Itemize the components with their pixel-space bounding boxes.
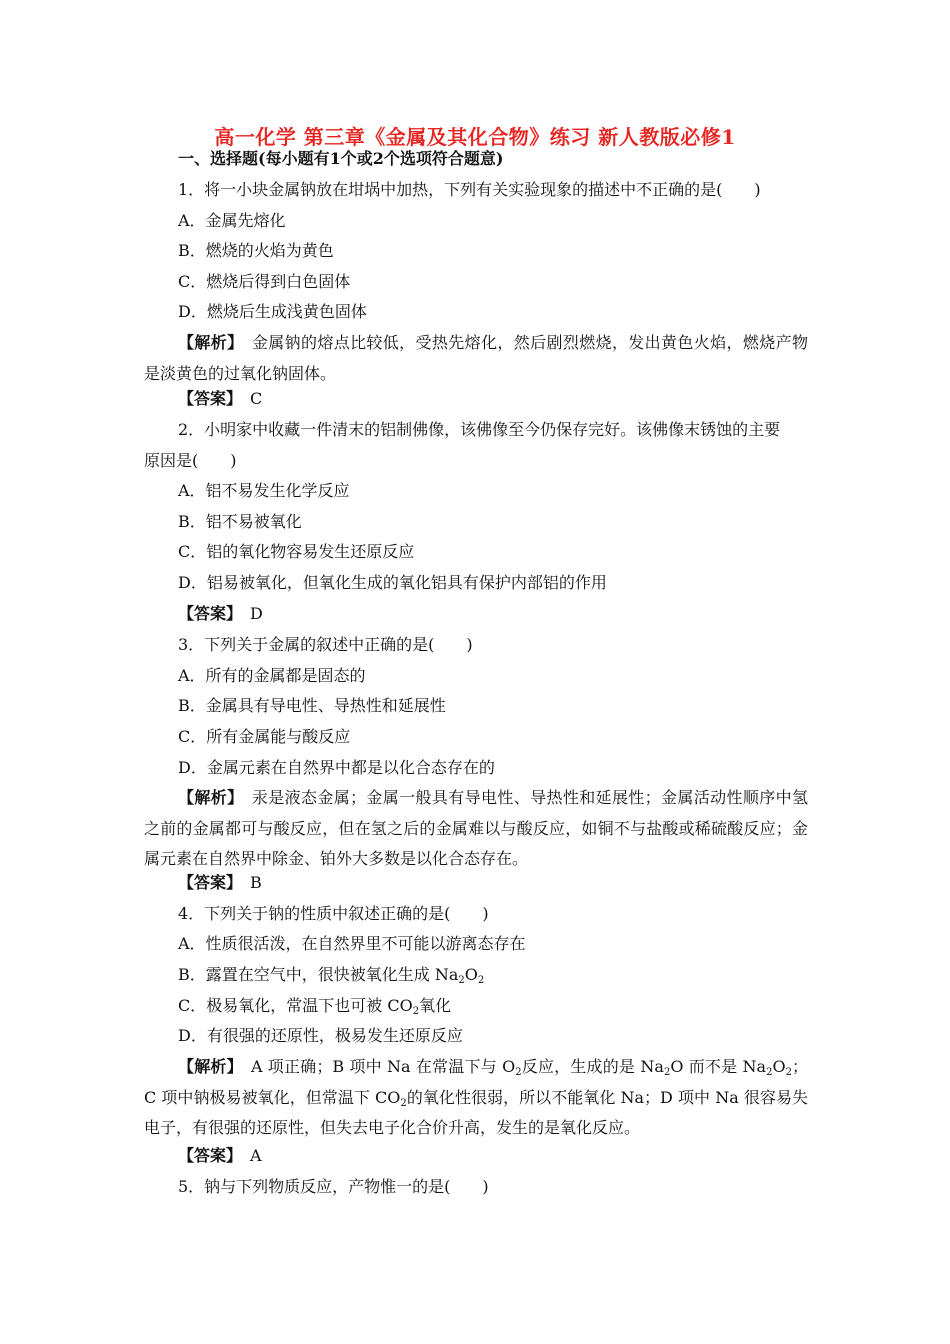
q1-option-b: B．燃烧的火焰为黄色 [178,241,334,260]
q2-option-a: A．铝不易发生化学反应 [178,481,350,500]
q1-option-a: A．金属先熔化 [178,211,286,230]
analysis-label: 【解析】 [178,1057,235,1076]
q2-stem-line1: 2．小明家中收藏一件清末的铝制佛像，该佛像至今仍保存完好。该佛像末锈蚀的主要 [178,420,781,439]
q2-stem-line2: 原因是( ) [144,451,237,470]
section-heading: 一、选择题(每小题有1个或2个选项符合题意) [178,149,504,168]
q1-analysis [144,328,808,389]
q3-answer [178,872,262,894]
answer-label: 【答案】 [178,873,235,892]
answer-label: 【答案】 [178,1146,235,1165]
q4-answer [178,1145,262,1167]
analysis-label: 【解析】 [178,333,236,352]
q2-answer [178,603,263,625]
analysis-label: 【解析】 [178,788,236,807]
q1-option-d: D．燃烧后生成浅黄色固体 [178,302,367,321]
answer-label: 【答案】 [178,604,235,623]
q4-answer-value: A [250,1146,262,1165]
q4-option-c: C．极易氧化，常温下也可被 $CO_2$氧化 [178,996,452,1017]
q2-option-c: C．铝的氧化物容易发生还原反应 [178,542,415,561]
q4-stem: 4．下列关于钠的性质中叙述正确的是( ) [178,904,489,923]
q3-option-d: D．金属元素在自然界中都是以化合态存在的 [178,758,495,777]
q1-stem: 1．将一小块金属钠放在坩埚中加热，下列有关实验现象的描述中不正确的是( ) [178,180,761,199]
q2-answer-value: D [250,604,263,623]
q1-answer-value: C [250,389,263,408]
q3-answer-value: B [250,873,262,892]
q5-stem: 5．钠与下列物质反应，产物惟一的是( ) [178,1177,489,1196]
q1-analysis-text: 金属钠的熔点比较低，受热先熔化，然后剧烈燃烧，发出黄色火焰，燃烧产物是淡黄色的过氧化钠固体。 [144,333,808,383]
q2-option-b: B．铝不易被氧化 [178,512,302,531]
document-title: 高一化学 第三章《金属及其化合物》练习 新人教版必修1 [214,125,736,149]
q4-option-a: A．性质很活泼，在自然界里不可能以游离态存在 [178,934,526,953]
q2-option-d: D．铝易被氧化，但氧化生成的氧化铝具有保护内部铝的作用 [178,573,607,592]
q4-option-d: D．有很强的还原性，极易发生还原反应 [178,1026,463,1045]
q3-option-c: C．所有金属能与酸反应 [178,727,351,746]
q4-option-b: B．露置在空气中，很快被氧化生成 $Na_2O_2$ [178,965,485,986]
q1-option-c: C．燃烧后得到白色固体 [178,272,351,291]
q3-option-a: A．所有的金属都是固态的 [178,666,366,685]
q3-analysis-text: 汞是液态金属；金属一般具有导电性、导热性和延展性；金属活动性顺序中氢之前的金属都可与酸反应，但在氢之后的金属难以与酸反应，如铜不与盐酸或稀硫酸反应；金属元素在自然界中除金、铂外大多数是以化合态存在。 [144,788,808,868]
answer-label: 【答案】 [178,389,235,408]
q4-analysis: 【解析】 A 项正确；B 项中 Na 在常温下与 $O_2$反应，生成的是 $Na_2O$ 而不是 $Na_2O_2$；C 项中钠极易被氧化，但常温下 $CO_2$的氧化性很弱，所以不能氧化 Na；D 项中 Na 很容易失电子，有很强的还原性，但失去电子化合价升高，发生的是氧化反应。 [144,1057,808,1137]
q3-stem: 3．下列关于金属的叙述中正确的是( ) [178,635,473,654]
q3-analysis [144,783,808,875]
q3-option-b: B．金属具有导电性、导热性和延展性 [178,696,446,715]
q1-answer [178,388,262,410]
